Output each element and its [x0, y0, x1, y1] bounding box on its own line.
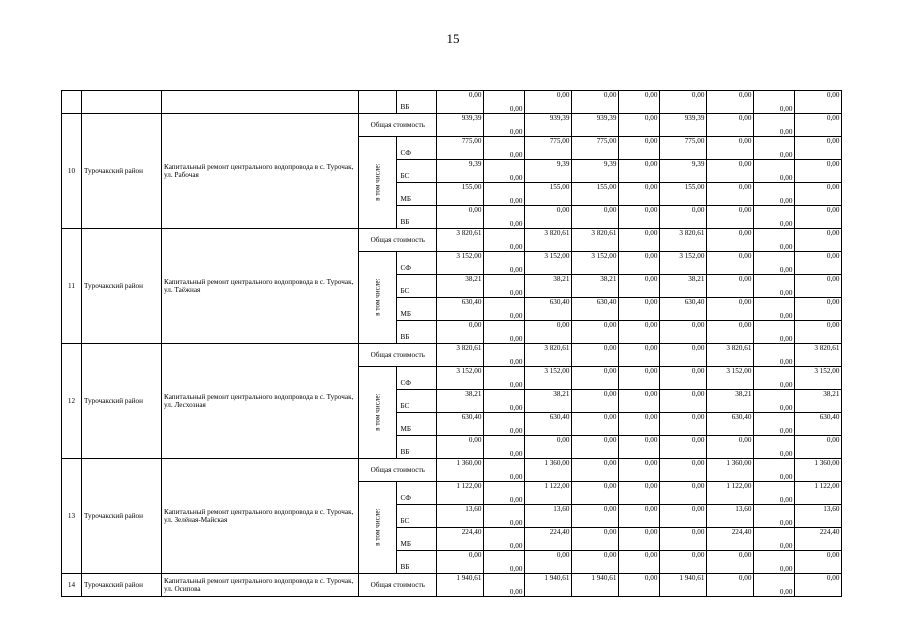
- vb-value: 0,00: [525, 321, 572, 344]
- bs-value: 0,00: [619, 390, 660, 413]
- sf-value: 0,00: [754, 137, 795, 160]
- vb-value: 0,00: [525, 551, 572, 574]
- row-number: 11: [62, 229, 82, 344]
- vb-value: 0,00: [437, 206, 484, 229]
- total-value: 0,00: [484, 459, 525, 482]
- sf-value: 0,00: [754, 367, 795, 390]
- bs-value: 0,00: [484, 275, 525, 298]
- mb-value: 630,40: [437, 298, 484, 321]
- including-label: [359, 482, 397, 574]
- bs-value: 38,21: [525, 275, 572, 298]
- vb-value: 0,00: [484, 321, 525, 344]
- bs-value: 38,21: [525, 390, 572, 413]
- sf-value: 3 152,00: [525, 367, 572, 390]
- vb-value: 0,00: [437, 436, 484, 459]
- bs-value: 0,00: [619, 160, 660, 183]
- mb-value: 0,00: [754, 298, 795, 321]
- vb-value: 0,00: [437, 321, 484, 344]
- carry-vb-value: 0,00: [484, 91, 525, 114]
- total-value: 0,00: [484, 229, 525, 252]
- table-row: [62, 459, 842, 482]
- row-number: 10: [62, 114, 82, 229]
- bs-value: 9,39: [525, 160, 572, 183]
- mb-value: 0,00: [660, 413, 707, 436]
- empty-cell: [62, 91, 82, 114]
- bs-value: 0,00: [754, 160, 795, 183]
- sf-value: 3 152,00: [437, 367, 484, 390]
- total-value: 0,00: [619, 114, 660, 137]
- sf-value: 0,00: [660, 482, 707, 505]
- mb-value: 0,00: [484, 183, 525, 206]
- sf-value: 0,00: [484, 482, 525, 505]
- bs-value: 0,00: [660, 390, 707, 413]
- row-number: 13: [62, 459, 82, 574]
- district-cell: Турочакский район: [82, 574, 162, 597]
- mb-value: 0,00: [484, 528, 525, 551]
- total-value: 3 820,61: [525, 344, 572, 367]
- mb-value: 0,00: [707, 298, 754, 321]
- mb-value: 0,00: [795, 183, 842, 206]
- mb-value: 0,00: [572, 528, 619, 551]
- bs-value: 0,00: [572, 390, 619, 413]
- mb-value: 0,00: [795, 298, 842, 321]
- sf-value: 3 152,00: [572, 252, 619, 275]
- total-cost-label: Общая стоимость: [359, 459, 437, 482]
- vb-value: 0,00: [795, 321, 842, 344]
- source-label-sf: СФ: [397, 482, 437, 505]
- bs-value: 38,21: [437, 390, 484, 413]
- mb-value: 630,40: [795, 413, 842, 436]
- bs-value: 0,00: [754, 505, 795, 528]
- bs-value: 9,39: [437, 160, 484, 183]
- empty-cell: [82, 91, 162, 114]
- vb-value: 0,00: [572, 321, 619, 344]
- sf-value: 0,00: [754, 482, 795, 505]
- total-value: 0,00: [754, 229, 795, 252]
- bs-value: 0,00: [484, 160, 525, 183]
- carry-vb-value: 0,00: [707, 91, 754, 114]
- mb-value: 155,00: [525, 183, 572, 206]
- total-value: 3 820,61: [660, 229, 707, 252]
- bs-value: 0,00: [572, 505, 619, 528]
- total-value: 0,00: [707, 574, 754, 597]
- table-row: [62, 344, 842, 367]
- project-cell: Капитальный ремонт центрального водопровода в с. Турочак, ул. Зелёная-Майская: [162, 459, 359, 574]
- source-label-vb: ВБ: [397, 91, 437, 114]
- mb-value: 630,40: [572, 298, 619, 321]
- total-value: 0,00: [754, 459, 795, 482]
- vb-value: 0,00: [660, 321, 707, 344]
- bs-value: 13,60: [707, 505, 754, 528]
- including-text: в том числе:: [373, 393, 382, 432]
- project-cell: Капитальный ремонт центрального водопровода в с. Турочак, ул. Лесхозная: [162, 344, 359, 459]
- total-cost-label: Общая стоимость: [359, 229, 437, 252]
- mb-value: 0,00: [484, 413, 525, 436]
- source-label-bs: БС: [397, 275, 437, 298]
- project-cell: Капитальный ремонт центрального водопровода в с. Турочак, ул. Осипова: [162, 574, 359, 597]
- bs-value: 38,21: [660, 275, 707, 298]
- sf-value: 1 122,00: [795, 482, 842, 505]
- mb-value: 224,40: [707, 528, 754, 551]
- vb-value: 0,00: [707, 321, 754, 344]
- source-label-mb: МБ: [397, 183, 437, 206]
- mb-value: 0,00: [754, 183, 795, 206]
- mb-value: 0,00: [484, 298, 525, 321]
- source-label-vb: ВБ: [397, 321, 437, 344]
- total-value: 0,00: [619, 459, 660, 482]
- sf-value: 0,00: [660, 367, 707, 390]
- total-value: 0,00: [795, 229, 842, 252]
- total-value: 1 940,61: [660, 574, 707, 597]
- mb-value: 155,00: [660, 183, 707, 206]
- sf-value: 1 122,00: [525, 482, 572, 505]
- total-value: 1 940,61: [572, 574, 619, 597]
- vb-value: 0,00: [795, 206, 842, 229]
- bs-value: 38,21: [707, 390, 754, 413]
- total-value: 939,39: [437, 114, 484, 137]
- sf-value: 0,00: [795, 252, 842, 275]
- vb-value: 0,00: [619, 436, 660, 459]
- vb-value: 0,00: [619, 206, 660, 229]
- mb-value: 155,00: [572, 183, 619, 206]
- sf-value: 0,00: [707, 137, 754, 160]
- bs-value: 0,00: [795, 160, 842, 183]
- table-row: [62, 574, 842, 597]
- vb-value: 0,00: [660, 206, 707, 229]
- sf-value: 3 152,00: [707, 367, 754, 390]
- vb-value: 0,00: [660, 436, 707, 459]
- district-cell: Турочакский район: [82, 229, 162, 344]
- vb-value: 0,00: [795, 551, 842, 574]
- vb-value: 0,00: [484, 436, 525, 459]
- sf-value: 775,00: [437, 137, 484, 160]
- total-value: 0,00: [754, 114, 795, 137]
- including-label: [359, 252, 397, 344]
- total-value: 0,00: [660, 459, 707, 482]
- source-label-vb: ВБ: [397, 551, 437, 574]
- sf-value: 0,00: [795, 137, 842, 160]
- carry-vb-value: 0,00: [619, 91, 660, 114]
- vb-value: 0,00: [707, 436, 754, 459]
- table-row: [62, 91, 842, 114]
- bs-value: 0,00: [484, 390, 525, 413]
- vb-value: 0,00: [707, 551, 754, 574]
- source-label-bs: БС: [397, 160, 437, 183]
- total-cost-label: Общая стоимость: [359, 344, 437, 367]
- total-value: 1 940,61: [525, 574, 572, 597]
- total-value: 0,00: [707, 114, 754, 137]
- source-label-vb: ВБ: [397, 206, 437, 229]
- vb-value: 0,00: [754, 321, 795, 344]
- sf-value: 0,00: [484, 137, 525, 160]
- sf-value: 3 152,00: [525, 252, 572, 275]
- total-value: 1 360,00: [525, 459, 572, 482]
- project-cell: Капитальный ремонт центрального водопровода в с. Турочак, ул. Рабочая: [162, 114, 359, 229]
- including-text: в том числе:: [373, 508, 382, 547]
- total-value: 0,00: [707, 229, 754, 252]
- vb-value: 0,00: [754, 206, 795, 229]
- source-label-sf: СФ: [397, 137, 437, 160]
- total-value: 0,00: [754, 344, 795, 367]
- sf-value: 0,00: [754, 252, 795, 275]
- sf-value: 0,00: [619, 367, 660, 390]
- total-value: 0,00: [484, 114, 525, 137]
- total-cost-label: Общая стоимость: [359, 574, 437, 597]
- bs-value: 0,00: [619, 505, 660, 528]
- source-label-bs: БС: [397, 505, 437, 528]
- sf-value: 1 122,00: [437, 482, 484, 505]
- mb-value: 630,40: [707, 413, 754, 436]
- mb-value: 224,40: [795, 528, 842, 551]
- vb-value: 0,00: [572, 551, 619, 574]
- total-value: 3 820,61: [525, 229, 572, 252]
- carry-vb-value: 0,00: [754, 91, 795, 114]
- empty-cell: [162, 91, 359, 114]
- bs-value: 13,60: [795, 505, 842, 528]
- vb-value: 0,00: [619, 321, 660, 344]
- mb-value: 224,40: [437, 528, 484, 551]
- mb-value: 155,00: [437, 183, 484, 206]
- total-value: 0,00: [619, 574, 660, 597]
- total-value: 1 940,61: [437, 574, 484, 597]
- total-value: 3 820,61: [795, 344, 842, 367]
- table-row: [62, 229, 842, 252]
- vb-value: 0,00: [660, 551, 707, 574]
- total-value: 0,00: [484, 574, 525, 597]
- total-value: 0,00: [572, 459, 619, 482]
- sf-value: 0,00: [619, 482, 660, 505]
- including-text: в том числе:: [373, 278, 382, 317]
- mb-value: 630,40: [525, 413, 572, 436]
- carry-vb-value: 0,00: [437, 91, 484, 114]
- bs-value: 13,60: [525, 505, 572, 528]
- total-value: 3 820,61: [572, 229, 619, 252]
- including-label: [359, 137, 397, 229]
- source-label-sf: СФ: [397, 367, 437, 390]
- including-label: [359, 367, 397, 459]
- total-value: 0,00: [754, 574, 795, 597]
- sf-value: 3 152,00: [437, 252, 484, 275]
- mb-value: 0,00: [754, 413, 795, 436]
- vb-value: 0,00: [795, 436, 842, 459]
- sf-value: 1 122,00: [707, 482, 754, 505]
- project-cell: Капитальный ремонт центрального водопровода в с. Турочак, ул. Таёжная: [162, 229, 359, 344]
- bs-value: 38,21: [437, 275, 484, 298]
- source-label-bs: БС: [397, 390, 437, 413]
- empty-cell: [359, 91, 397, 114]
- page-number: 15: [446, 31, 460, 46]
- total-value: 939,39: [572, 114, 619, 137]
- total-value: 0,00: [795, 574, 842, 597]
- bs-value: 38,21: [795, 390, 842, 413]
- mb-value: 0,00: [754, 528, 795, 551]
- mb-value: 0,00: [572, 413, 619, 436]
- sf-value: 0,00: [707, 252, 754, 275]
- district-cell: Турочакский район: [82, 344, 162, 459]
- sf-value: 0,00: [484, 367, 525, 390]
- district-cell: Турочакский район: [82, 114, 162, 229]
- source-label-mb: МБ: [397, 413, 437, 436]
- total-value: 0,00: [484, 344, 525, 367]
- total-value: 0,00: [795, 114, 842, 137]
- carry-vb-value: 0,00: [795, 91, 842, 114]
- carry-vb-value: 0,00: [525, 91, 572, 114]
- bs-value: 13,60: [437, 505, 484, 528]
- district-cell: Турочакский район: [82, 459, 162, 574]
- total-value: 0,00: [619, 344, 660, 367]
- sf-value: 3 152,00: [795, 367, 842, 390]
- source-label-sf: СФ: [397, 252, 437, 275]
- total-value: 1 360,00: [795, 459, 842, 482]
- sf-value: 0,00: [572, 482, 619, 505]
- bs-value: 0,00: [795, 275, 842, 298]
- total-value: 0,00: [619, 229, 660, 252]
- row-number: 14: [62, 574, 82, 597]
- total-value: 3 820,61: [707, 344, 754, 367]
- total-value: 3 820,61: [437, 229, 484, 252]
- vb-value: 0,00: [572, 206, 619, 229]
- vb-value: 0,00: [484, 206, 525, 229]
- total-value: 1 360,00: [707, 459, 754, 482]
- total-value: 1 360,00: [437, 459, 484, 482]
- vb-value: 0,00: [619, 551, 660, 574]
- sf-value: 0,00: [484, 252, 525, 275]
- mb-value: 0,00: [707, 183, 754, 206]
- sf-value: 775,00: [660, 137, 707, 160]
- sf-value: 0,00: [619, 252, 660, 275]
- source-label-vb: ВБ: [397, 436, 437, 459]
- row-number: 12: [62, 344, 82, 459]
- vb-value: 0,00: [754, 551, 795, 574]
- source-label-mb: МБ: [397, 298, 437, 321]
- sf-value: 775,00: [572, 137, 619, 160]
- carry-vb-value: 0,00: [660, 91, 707, 114]
- mb-value: 0,00: [619, 413, 660, 436]
- vb-value: 0,00: [754, 436, 795, 459]
- mb-value: 0,00: [619, 183, 660, 206]
- sf-value: 3 152,00: [660, 252, 707, 275]
- table-row: [62, 114, 842, 137]
- total-value: 939,39: [525, 114, 572, 137]
- bs-value: 0,00: [754, 275, 795, 298]
- bs-value: 0,00: [754, 390, 795, 413]
- bs-value: 0,00: [619, 275, 660, 298]
- vb-value: 0,00: [572, 436, 619, 459]
- vb-value: 0,00: [525, 436, 572, 459]
- bs-value: 0,00: [484, 505, 525, 528]
- mb-value: 0,00: [660, 528, 707, 551]
- sf-value: 0,00: [572, 367, 619, 390]
- mb-value: 0,00: [619, 298, 660, 321]
- sf-value: 775,00: [525, 137, 572, 160]
- mb-value: 630,40: [437, 413, 484, 436]
- source-label-mb: МБ: [397, 528, 437, 551]
- total-value: 3 820,61: [437, 344, 484, 367]
- vb-value: 0,00: [525, 206, 572, 229]
- mb-value: 0,00: [619, 528, 660, 551]
- bs-value: 38,21: [572, 275, 619, 298]
- mb-value: 224,40: [525, 528, 572, 551]
- vb-value: 0,00: [437, 551, 484, 574]
- total-value: 0,00: [660, 344, 707, 367]
- table-body: [62, 91, 842, 597]
- total-cost-label: Общая стоимость: [359, 114, 437, 137]
- mb-value: 630,40: [525, 298, 572, 321]
- vb-value: 0,00: [707, 206, 754, 229]
- bs-value: 0,00: [660, 505, 707, 528]
- including-text: в том числе:: [373, 163, 382, 202]
- carry-vb-value: 0,00: [572, 91, 619, 114]
- bs-value: 9,39: [572, 160, 619, 183]
- bs-value: 0,00: [707, 275, 754, 298]
- vb-value: 0,00: [484, 551, 525, 574]
- bs-value: 9,39: [660, 160, 707, 183]
- bs-value: 0,00: [707, 160, 754, 183]
- total-value: 0,00: [572, 344, 619, 367]
- funding-table: [61, 90, 842, 597]
- sf-value: 0,00: [619, 137, 660, 160]
- total-value: 939,39: [660, 114, 707, 137]
- mb-value: 630,40: [660, 298, 707, 321]
